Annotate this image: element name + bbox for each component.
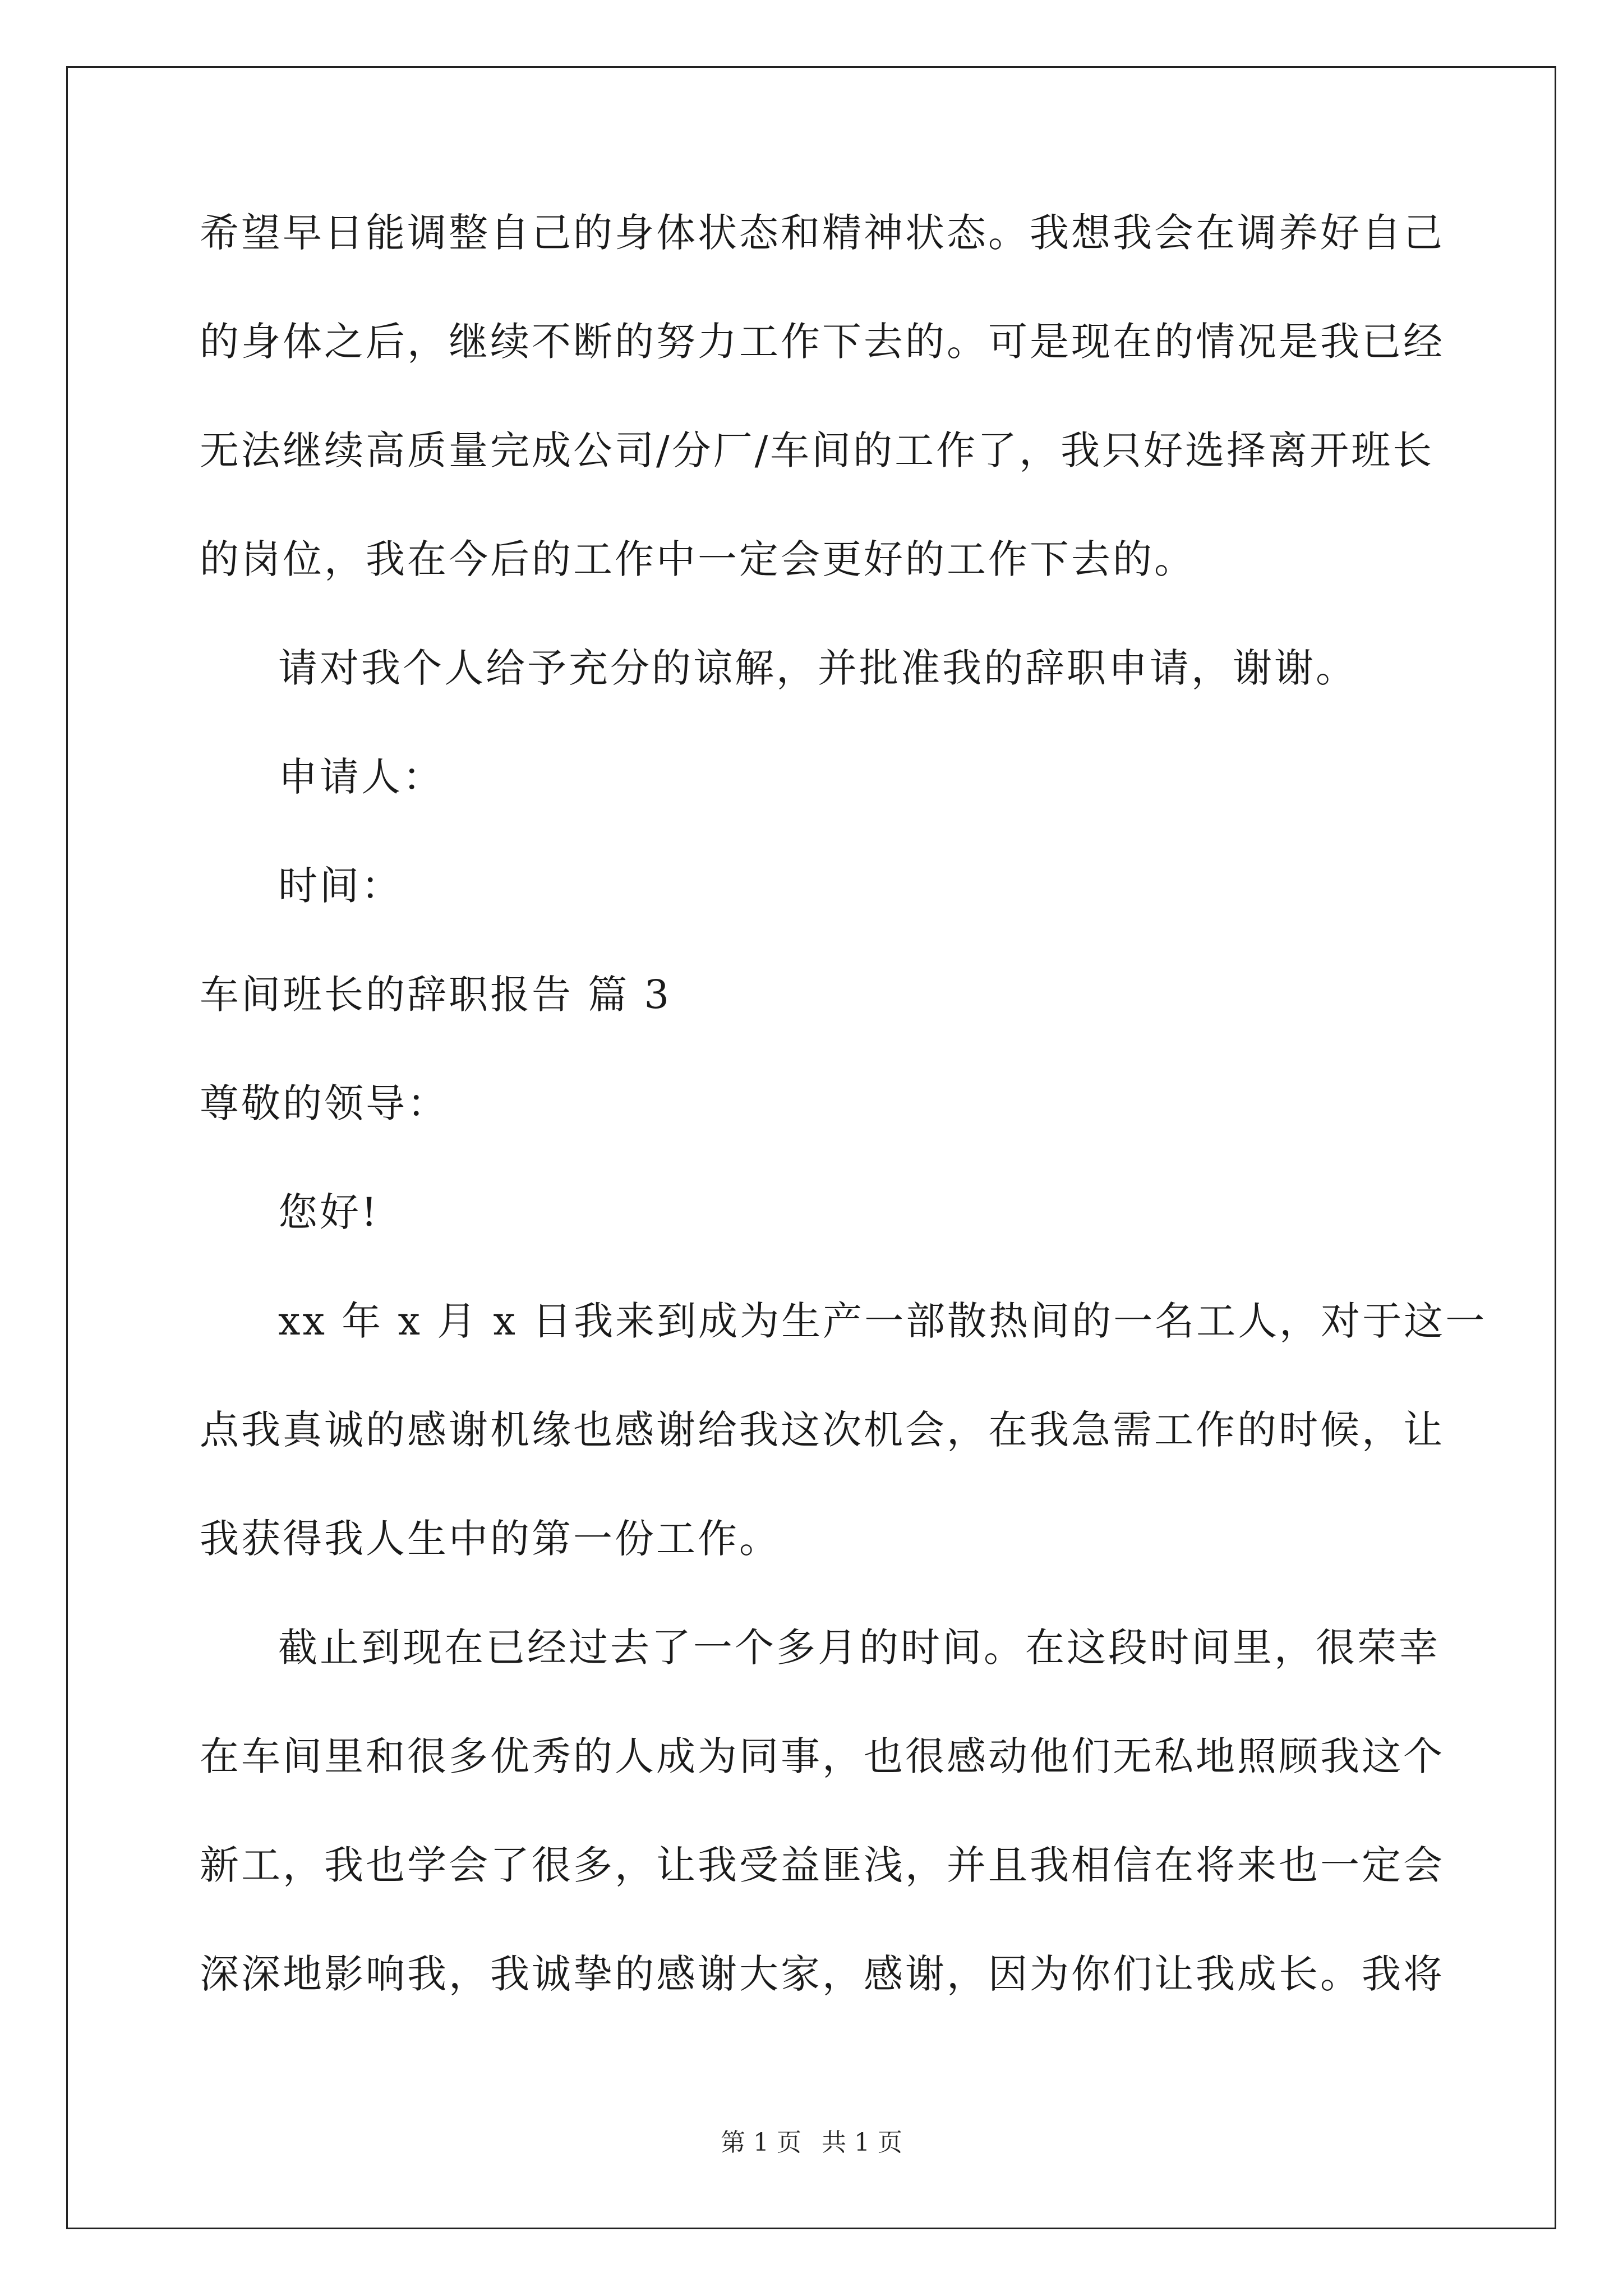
greeting: 您好! xyxy=(278,1189,380,1235)
salutation: 尊敬的领导： xyxy=(200,1080,449,1126)
text-line: 截止到现在已经过去了一个多月的时间。在这段时间里，很荣幸 xyxy=(278,1625,1440,1671)
document-body xyxy=(200,210,1487,2063)
text-line: 无法继续高质量完成公司/分厂/车间的工作了，我只好选择离开班长 xyxy=(200,427,1435,473)
time-label: 时间： xyxy=(278,863,403,909)
text-line: 深深地影响我，我诚挚的感谢大家，感谢，因为你们让我成长。我将 xyxy=(200,1951,1445,1997)
text-line: 点我真诚的感谢机缘也感谢给我这次机会，在我急需工作的时候，让 xyxy=(200,1407,1445,1453)
page-footer xyxy=(0,2129,1623,2157)
text-line: 新工，我也学会了很多，让我受益匪浅，并且我相信在将来也一定会 xyxy=(200,1842,1445,1888)
text-line: 请对我个人给予充分的谅解，并批准我的辞职申请，谢谢。 xyxy=(278,645,1357,691)
page-total: 共 1 页 xyxy=(822,2128,902,2157)
section-heading: 车间班长的辞职报告 篇 3 xyxy=(200,972,672,1018)
text-line: 我获得我人生中的第一份工作。 xyxy=(200,1516,781,1562)
text-line: 在车间里和很多优秀的人成为同事，也很感动他们无私地照顾我这个 xyxy=(200,1733,1445,1779)
page-number: 第 1 页 xyxy=(721,2128,801,2157)
text-line: xx 年 x 月 x 日我来到成为生产一部散热间的一名工人，对于这一 xyxy=(278,1298,1487,1344)
applicant-label: 申请人： xyxy=(278,754,444,800)
text-line: 的岗位，我在今后的工作中一定会更好的工作下去的。 xyxy=(200,536,1196,582)
text-line: 的身体之后，继续不断的努力工作下去的。可是现在的情况是我已经 xyxy=(200,319,1445,365)
text-line: 希望早日能调整自己的身体状态和精神状态。我想我会在调养好自己 xyxy=(200,210,1445,256)
